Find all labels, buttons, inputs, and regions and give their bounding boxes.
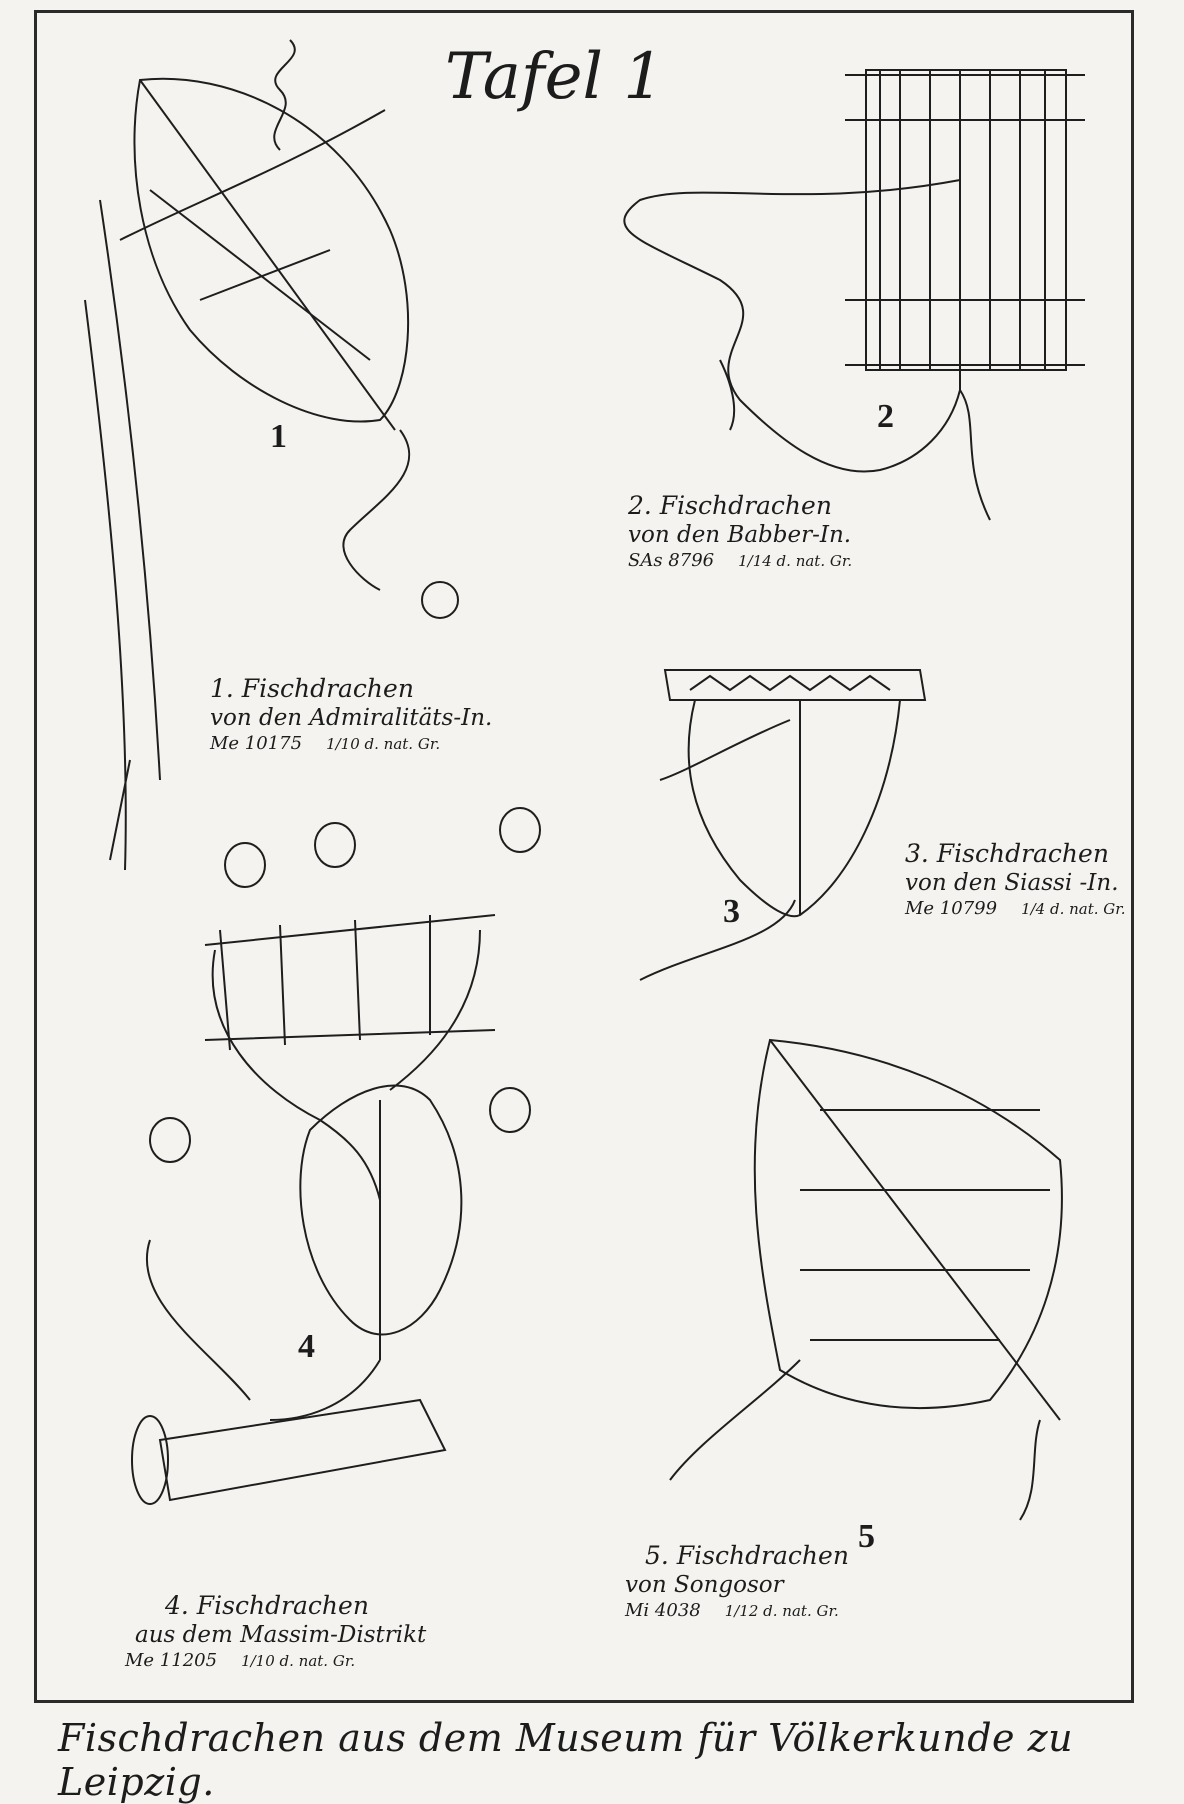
caption-origin: von den Admiralitäts-In. [210,705,493,732]
kite-drawing-3 [640,670,925,980]
figure-number-2: 2 [877,398,894,435]
caption-scale: 1/10 d. nat. Gr. [241,1652,356,1670]
caption-catalog-line [905,898,1126,921]
caption-title: 1. Fischdrachen [210,674,414,703]
caption-catalog-line [210,733,492,756]
figure-caption-4 [125,1590,426,1673]
caption-title: 3. Fischdrachen [905,839,1109,868]
figure-caption-5 [625,1540,849,1623]
caption-catalog-line [625,1600,849,1623]
figure-number-3: 3 [723,893,740,930]
figure-number-1: 1 [270,418,287,455]
caption-scale: 1/10 d. nat. Gr. [326,735,441,753]
caption-catalog: Me 10175 [210,733,303,754]
caption-scale: 1/4 d. nat. Gr. [1021,900,1126,918]
caption-origin: von den Babber-In. [628,522,852,549]
kite-drawing-5 [670,1040,1062,1520]
caption-catalog-line [125,1650,426,1673]
caption-origin: von Songosor [625,1572,784,1599]
figure-caption-2 [628,490,852,573]
kite-drawing-2 [624,70,1085,520]
figure-caption-3 [905,838,1126,921]
caption-origin: von den Siassi -In. [905,870,1119,897]
caption-catalog-line [628,550,852,573]
footer-caption: Fischdrachen aus dem Museum für Völkerkunde zu Leipzig. [58,1716,1074,1804]
caption-title: 5. Fischdrachen [645,1541,849,1570]
caption-title: 2. Fischdrachen [628,491,832,520]
caption-title: 4. Fischdrachen [165,1591,369,1620]
caption-catalog: SAs 8796 [628,550,715,571]
caption-origin: aus dem Massim-Distrikt [135,1622,427,1649]
plate-title: Tafel 1 [445,40,664,114]
figure-number-5: 5 [858,1518,875,1555]
figure-number-4: 4 [298,1328,315,1365]
caption-scale: 1/12 d. nat. Gr. [724,1602,839,1620]
caption-catalog: Me 11205 [125,1650,218,1671]
caption-scale: 1/14 d. nat. Gr. [738,552,853,570]
caption-catalog: Mi 4038 [625,1600,701,1621]
kite-drawing-4 [132,808,540,1504]
figure-caption-1 [210,673,492,756]
caption-catalog: Me 10799 [905,898,998,919]
